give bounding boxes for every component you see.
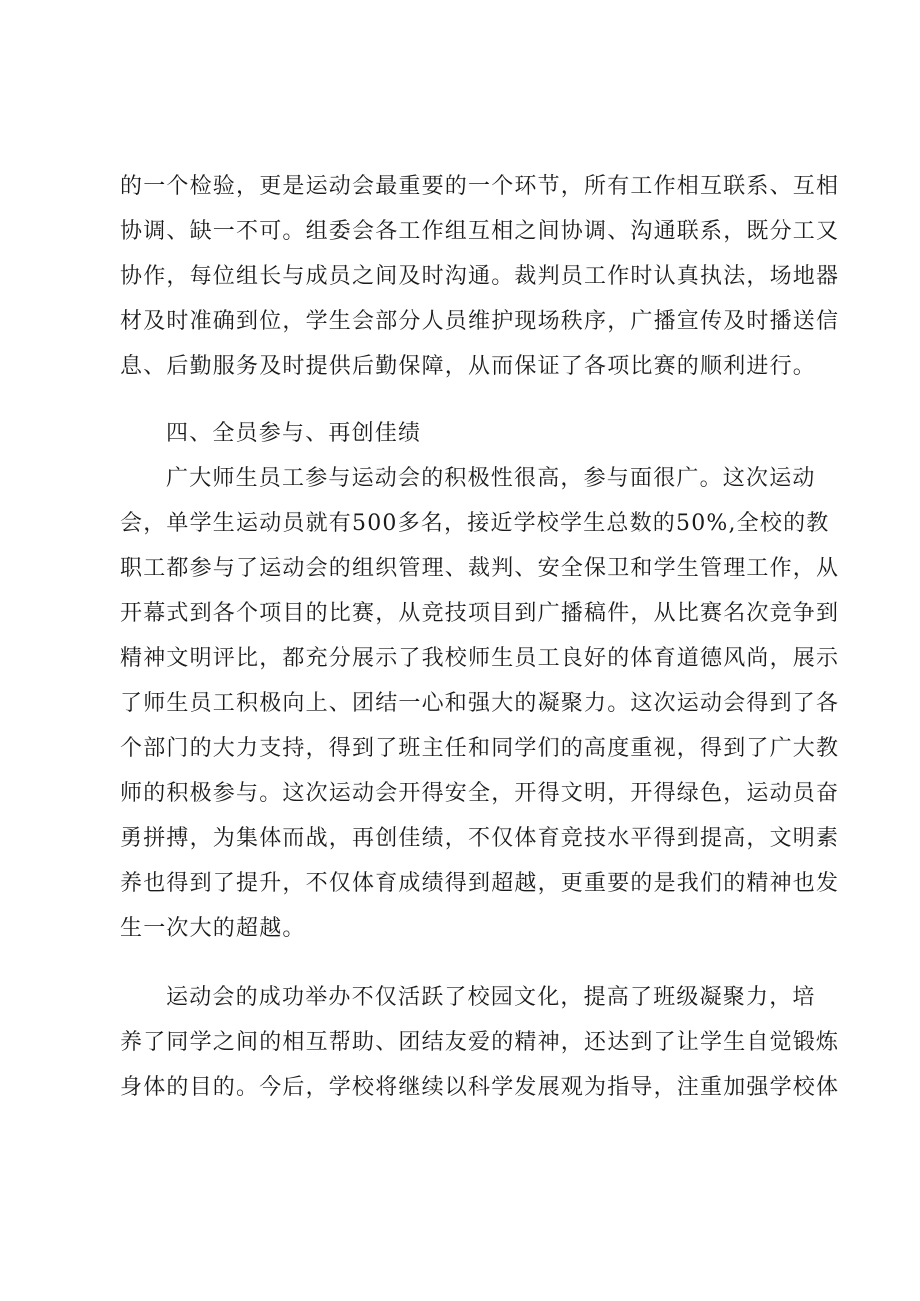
text-line: 勇拼搏，为集体而战，再创佳绩，不仅体育竞技水平得到提高，文明素: [120, 826, 840, 851]
text-line: 个部门的大力支持，得到了班主任和同学们的高度重视，得到了广大教: [120, 736, 840, 761]
text-line: 职工都参与了运动会的组织管理、裁判、安全保卫和学生管理工作，从: [120, 556, 840, 581]
text-line: 开幕式到各个项目的比赛，从竞技项目到广播稿件，从比赛名次竞争到: [120, 601, 840, 626]
paragraph-outcome: [120, 975, 840, 1110]
text-line: 材及时准确到位，学生会部分人员维护现场秩序，广播宣传及时播送信: [120, 309, 840, 334]
text-line: 养了同学之间的相互帮助、团结友爱的精神，还达到了让学生自觉锻炼: [120, 1030, 840, 1055]
text-line: 协调、缺一不可。组委会各工作组互相之间协调、沟通联系，既分工又: [120, 219, 840, 244]
text-line: 的一个检验，更是运动会最重要的一个环节，所有工作相互联系、互相: [120, 174, 840, 199]
text-line: 会，单学生运动员就有500多名，接近学校学生总数的50%,全校的教: [120, 511, 830, 536]
text-line: 息、后勤服务及时提供后勤保障，从而保证了各项比赛的顺利进行。: [120, 354, 817, 379]
text-line: 协作，每位组长与成员之间及时沟通。裁判员工作时认真执法，场地器: [120, 264, 840, 289]
text-line: 广大师生员工参与运动会的积极性很高，参与面很广。这次运动: [166, 466, 816, 491]
text-line: 运动会的成功举办不仅活跃了校园文化，提高了班级凝聚力，培: [166, 985, 816, 1010]
section-heading-text: 四、全员参与、再创佳绩: [166, 421, 422, 446]
text-line: 了师生员工积极向上、团结一心和强大的凝聚力。这次运动会得到了各: [120, 691, 840, 716]
text-line: 养也得到了提升，不仅体育成绩得到超越，更重要的是我们的精神也发: [120, 871, 840, 896]
section-heading: [120, 411, 810, 456]
text-line: 精神文明评比，都充分展示了我校师生员工良好的体育道德风尚，展示: [120, 646, 840, 671]
paragraph-participation: [120, 456, 840, 951]
text-line: 身体的目的。今后，学校将继续以科学发展观为指导，注重加强学校体: [120, 1075, 840, 1100]
text-line: 生一次大的超越。: [120, 916, 306, 941]
paragraph-continuation: [120, 164, 840, 389]
text-line: 师的积极参与。这次运动会开得安全，开得文明，开得绿色，运动员奋: [120, 781, 840, 806]
